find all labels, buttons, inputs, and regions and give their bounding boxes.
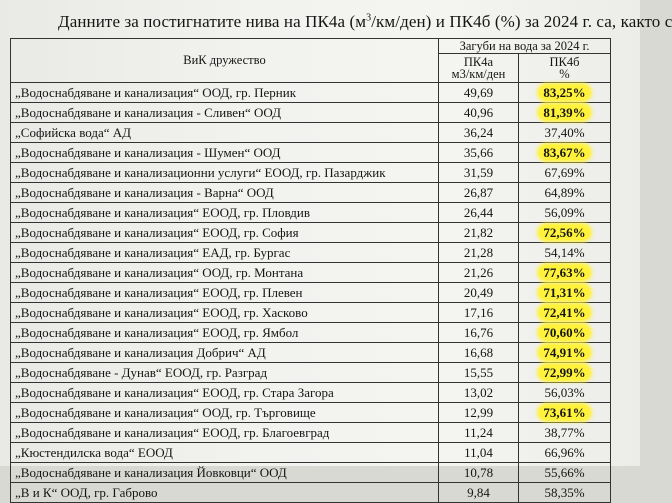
pk4b-value-cell	[519, 143, 611, 163]
header-pk4a	[439, 54, 519, 83]
pk4a-value-cell: 13,02	[439, 383, 519, 403]
table-row	[11, 483, 611, 503]
header-company: ВиК дружество	[11, 39, 439, 83]
table-row	[11, 83, 611, 103]
pk4b-value-cell	[519, 123, 611, 143]
percentage: 58,35%	[544, 485, 585, 500]
percentage: 37,40%	[544, 125, 585, 140]
pk4a-value-cell: 36,24	[439, 123, 519, 143]
company-name-cell: „Водоснабдяване и канализация - Сливен“ ООД	[11, 103, 439, 123]
pk4b-value-cell	[519, 303, 611, 323]
percentage: 56,03%	[544, 385, 585, 400]
header-pk4a-unit: м3/км/ден	[451, 67, 506, 81]
table-row	[11, 343, 611, 363]
table-row	[11, 263, 611, 283]
pk4b-value-cell	[519, 243, 611, 263]
company-name-cell: „Водоснабдяване и канализация Добрич“ АД	[11, 343, 439, 363]
table-row	[11, 423, 611, 443]
heading-text-end: /км/ден) и ПК4б (%) за 2024 г. са, както с	[371, 12, 672, 31]
company-name-cell: „Водоснабдяване и канализационни услуги“ ЕООД, гр. Пазарджик	[11, 163, 439, 183]
percentage: 64,89%	[544, 185, 585, 200]
pk4a-value-cell: 17,16	[439, 303, 519, 323]
table-row	[11, 243, 611, 263]
company-name-cell: „Водоснабдяване и канализация“ ЕООД, гр. Пловдив	[11, 203, 439, 223]
pk4a-value-cell: 12,99	[439, 403, 519, 423]
highlighted-percentage: 72,41%	[539, 305, 589, 320]
company-name-cell: „Водоснабдяване и канализация - Шумен“ ООД	[11, 143, 439, 163]
pk4b-value-cell	[519, 203, 611, 223]
company-name-cell: „Водоснабдяване и канализация“ ЕООД, гр. Плевен	[11, 283, 439, 303]
table-row	[11, 103, 611, 123]
pk4b-value-cell	[519, 383, 611, 403]
header-group: Загуби на вода за 2024 г.	[439, 39, 611, 54]
company-name-cell: „Водоснабдяване и канализация Йовковци“ ООД	[11, 463, 439, 483]
header-pk4b	[519, 54, 611, 83]
percentage: 56,09%	[544, 205, 585, 220]
table-row	[11, 163, 611, 183]
pk4b-value-cell	[519, 363, 611, 383]
pk4b-value-cell	[519, 283, 611, 303]
pk4a-value-cell: 35,66	[439, 143, 519, 163]
highlighted-percentage: 81,39%	[539, 105, 589, 120]
header-pk4b-label: ПК4б	[549, 55, 580, 69]
company-name-cell: „Водоснабдяване и канализация“ ЕООД, гр. Хасково	[11, 303, 439, 323]
highlighted-percentage: 71,31%	[539, 285, 589, 300]
pk4a-value-cell: 9,84	[439, 483, 519, 503]
company-name-cell: „Водоснабдяване и канализация“ ООД, гр. Монтана	[11, 263, 439, 283]
pk4a-value-cell: 20,49	[439, 283, 519, 303]
pk4a-value-cell: 31,59	[439, 163, 519, 183]
company-name-cell: „Водоснабдяване - Дунав“ ЕООД, гр. Разград	[11, 363, 439, 383]
table-row	[11, 203, 611, 223]
pk4a-value-cell: 11,04	[439, 443, 519, 463]
company-name-cell: „Софийска вода“ АД	[11, 123, 439, 143]
company-name-cell: „Водоснабдяване и канализация“ ЕООД, гр. Ямбол	[11, 323, 439, 343]
table-row	[11, 383, 611, 403]
table-row	[11, 303, 611, 323]
table-row	[11, 463, 611, 483]
pk4a-value-cell: 11,24	[439, 423, 519, 443]
pk4a-value-cell: 26,44	[439, 203, 519, 223]
company-name-cell: „Кюстендилска вода“ ЕООД	[11, 443, 439, 463]
pk4a-value-cell: 16,68	[439, 343, 519, 363]
highlighted-percentage: 73,61%	[539, 405, 589, 420]
company-name-cell: „Водоснабдяване и канализация“ ЕАД, гр. Бургас	[11, 243, 439, 263]
table-row	[11, 403, 611, 423]
pk4b-value-cell	[519, 163, 611, 183]
company-name-cell: „Водоснабдяване и канализация“ ЕООД, гр. Благоевград	[11, 423, 439, 443]
table-row	[11, 443, 611, 463]
pk4b-value-cell	[519, 263, 611, 283]
pk4b-value-cell	[519, 103, 611, 123]
water-loss-table	[10, 38, 611, 503]
pk4b-value-cell	[519, 223, 611, 243]
pk4a-value-cell: 26,87	[439, 183, 519, 203]
percentage: 67,69%	[544, 165, 585, 180]
pk4a-value-cell: 15,55	[439, 363, 519, 383]
percentage: 38,77%	[544, 425, 585, 440]
company-name-cell: „Водоснабдяване и канализация“ ООД, гр. Търговище	[11, 403, 439, 423]
header-pk4a-label: ПК4а	[463, 55, 494, 69]
pk4a-value-cell: 21,28	[439, 243, 519, 263]
pk4b-value-cell	[519, 403, 611, 423]
percentage: 66,96%	[544, 445, 585, 460]
company-name-cell: „Водоснабдяване и канализация“ ООД, гр. Перник	[11, 83, 439, 103]
header-pk4b-unit: %	[559, 67, 570, 81]
highlighted-percentage: 70,60%	[539, 325, 589, 340]
percentage: 54,14%	[544, 245, 585, 260]
table-row	[11, 283, 611, 303]
percentage: 55,66%	[544, 465, 585, 480]
pk4b-value-cell	[519, 463, 611, 483]
pk4a-value-cell: 10,78	[439, 463, 519, 483]
pk4b-value-cell	[519, 443, 611, 463]
company-name-cell: „Водоснабдяване и канализация“ ЕООД, гр. Стара Загора	[11, 383, 439, 403]
pk4b-value-cell	[519, 183, 611, 203]
highlighted-percentage: 74,91%	[539, 345, 589, 360]
page-heading	[58, 12, 672, 32]
table-row	[11, 183, 611, 203]
pk4b-value-cell	[519, 423, 611, 443]
heading-text-start: Данните за постигнатите нива на ПК4а (м	[58, 12, 367, 31]
highlighted-percentage: 83,25%	[539, 85, 589, 100]
pk4b-value-cell	[519, 83, 611, 103]
table-row	[11, 323, 611, 343]
company-name-cell: „Водоснабдяване и канализация“ ЕООД, гр. София	[11, 223, 439, 243]
heading-superscript: 3	[366, 12, 372, 24]
highlighted-percentage: 83,67%	[539, 145, 589, 160]
pk4a-value-cell: 21,26	[439, 263, 519, 283]
table-row	[11, 363, 611, 383]
highlighted-percentage: 72,56%	[539, 225, 589, 240]
company-name-cell: „Водоснабдяване и канализация - Варна“ ООД	[11, 183, 439, 203]
highlighted-percentage: 77,63%	[539, 265, 589, 280]
table-row	[11, 123, 611, 143]
pk4a-value-cell: 49,69	[439, 83, 519, 103]
pk4a-value-cell: 21,82	[439, 223, 519, 243]
pk4a-value-cell: 40,96	[439, 103, 519, 123]
highlighted-percentage: 72,99%	[539, 365, 589, 380]
pk4b-value-cell	[519, 483, 611, 503]
company-name-cell: „В и К“ ООД, гр. Габрово	[11, 483, 439, 503]
pk4b-value-cell	[519, 323, 611, 343]
pk4b-value-cell	[519, 343, 611, 363]
table-body	[11, 83, 611, 503]
table-row	[11, 223, 611, 243]
pk4a-value-cell: 16,76	[439, 323, 519, 343]
table-row	[11, 143, 611, 163]
